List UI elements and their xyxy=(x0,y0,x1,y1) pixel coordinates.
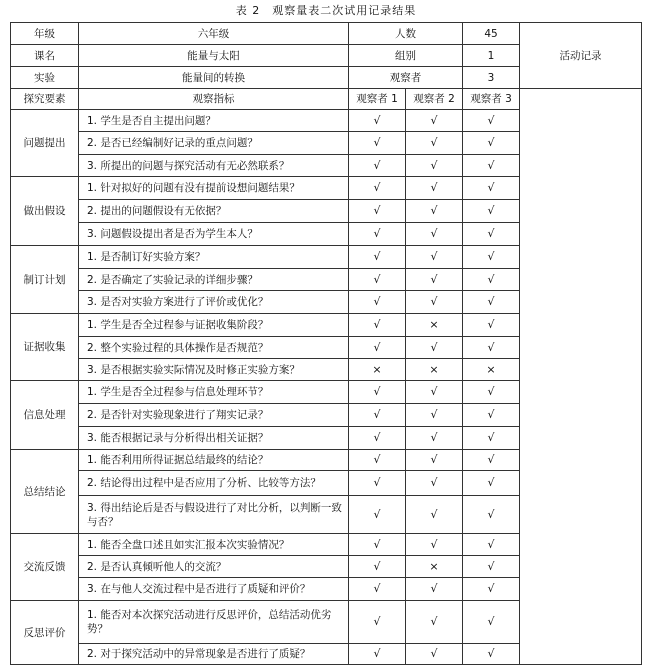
observer-2-mark: × xyxy=(406,359,463,381)
observer-3-mark: √ xyxy=(463,155,520,177)
header-row xyxy=(11,89,642,110)
observer-3-mark: √ xyxy=(463,381,520,404)
observer-2-mark: √ xyxy=(406,269,463,291)
indicator-cell: 1. 能否对本次探究活动进行反思评价，总结活动优劣势？ xyxy=(79,601,349,644)
observer-2-mark: √ xyxy=(406,110,463,132)
observer-1-mark: √ xyxy=(349,534,406,556)
header-element: 探究要素 xyxy=(11,89,79,110)
observer-2-mark: √ xyxy=(406,644,463,665)
observer-3-mark: √ xyxy=(463,291,520,314)
indicator-cell: 2. 是否已经编制好记录的重点问题？ xyxy=(79,132,349,155)
observer-1-mark: √ xyxy=(349,556,406,578)
observer-1-mark: √ xyxy=(349,132,406,155)
observer-1-mark: √ xyxy=(349,578,406,601)
observation-table-body xyxy=(11,23,642,665)
observer-2-mark: √ xyxy=(406,471,463,496)
observer-2-mark: √ xyxy=(406,132,463,155)
observer-2-mark: √ xyxy=(406,534,463,556)
observer-2-mark: √ xyxy=(406,246,463,269)
observer-2-mark: √ xyxy=(406,404,463,427)
observer-1-mark: √ xyxy=(349,269,406,291)
observer-3-mark: √ xyxy=(463,337,520,359)
observer-1-mark: √ xyxy=(349,246,406,269)
observer-1-mark: √ xyxy=(349,471,406,496)
element-cell: 信息处理 xyxy=(11,381,79,450)
observer-3-mark: √ xyxy=(463,578,520,601)
observer-3-mark: √ xyxy=(463,200,520,223)
observer-2-mark: √ xyxy=(406,291,463,314)
observer-1-mark: √ xyxy=(349,291,406,314)
activity-record-area xyxy=(520,89,642,665)
indicator-cell: 2. 对于探究活动中的异常现象是否进行了质疑？ xyxy=(79,644,349,665)
observation-table xyxy=(10,22,642,665)
indicator-cell: 2. 提出的问题假设有无依据？ xyxy=(79,200,349,223)
header-observer-3: 观察者 3 xyxy=(463,89,520,110)
info-row-grade xyxy=(11,23,642,45)
observer-3-mark: √ xyxy=(463,223,520,246)
indicator-cell: 3. 所提出的问题与探究活动有无必然联系？ xyxy=(79,155,349,177)
observer-2-mark: √ xyxy=(406,223,463,246)
observer-3-mark: √ xyxy=(463,496,520,534)
observer-3-mark: √ xyxy=(463,450,520,471)
element-cell: 证据收集 xyxy=(11,314,79,381)
observer-1-mark: √ xyxy=(349,450,406,471)
indicator-cell: 3. 是否根据实验实际情况及时修正实验方案？ xyxy=(79,359,349,381)
indicator-cell: 3. 是否对实验方案进行了评价或优化？ xyxy=(79,291,349,314)
observer-3-mark: √ xyxy=(463,110,520,132)
indicator-cell: 1. 学生是否全过程参与证据收集阶段？ xyxy=(79,314,349,337)
observer-value: 3 xyxy=(463,67,520,89)
observer-3-mark: √ xyxy=(463,246,520,269)
group-value: 1 xyxy=(463,45,520,67)
indicator-cell: 1. 能否全盘口述且如实汇报本次实验情况？ xyxy=(79,534,349,556)
experiment-label: 实验 xyxy=(11,67,79,89)
indicator-cell: 3. 能否根据记录与分析得出相关证据？ xyxy=(79,427,349,450)
indicator-cell: 1. 学生是否全过程参与信息处理环节？ xyxy=(79,381,349,404)
element-cell: 反思评价 xyxy=(11,601,79,665)
observer-1-mark: √ xyxy=(349,337,406,359)
observer-1-mark: √ xyxy=(349,314,406,337)
header-observer-2: 观察者 2 xyxy=(406,89,463,110)
grade-label: 年级 xyxy=(11,23,79,45)
observer-2-mark: √ xyxy=(406,381,463,404)
indicator-cell: 3. 问题假设提出者是否为学生本人？ xyxy=(79,223,349,246)
element-cell: 交流反馈 xyxy=(11,534,79,601)
indicator-cell: 2. 结论得出过程中是否应用了分析、比较等方法？ xyxy=(79,471,349,496)
observer-1-mark: × xyxy=(349,359,406,381)
observer-3-mark: √ xyxy=(463,471,520,496)
observer-2-mark: √ xyxy=(406,200,463,223)
experiment-value: 能量间的转换 xyxy=(79,67,349,89)
observer-1-mark: √ xyxy=(349,381,406,404)
observer-3-mark: √ xyxy=(463,269,520,291)
observer-3-mark: √ xyxy=(463,132,520,155)
indicator-cell: 2. 是否确定了实验记录的详细步骤？ xyxy=(79,269,349,291)
indicator-cell: 1. 是否制订好实验方案？ xyxy=(79,246,349,269)
observer-3-mark: √ xyxy=(463,404,520,427)
observer-2-mark: √ xyxy=(406,450,463,471)
group-label: 组别 xyxy=(349,45,463,67)
observer-label: 观察者 xyxy=(349,67,463,89)
indicator-cell: 2. 是否针对实验现象进行了翔实记录？ xyxy=(79,404,349,427)
indicator-cell: 2. 整个实验过程的具体操作是否规范？ xyxy=(79,337,349,359)
element-cell: 问题提出 xyxy=(11,110,79,177)
observer-1-mark: √ xyxy=(349,404,406,427)
observer-3-mark: √ xyxy=(463,427,520,450)
indicator-cell: 3. 得出结论后是否与假设进行了对比分析，以判断一致与否？ xyxy=(79,496,349,534)
indicator-cell: 3. 在与他人交流过程中是否进行了质疑和评价？ xyxy=(79,578,349,601)
observer-2-mark: √ xyxy=(406,496,463,534)
observer-3-mark: √ xyxy=(463,601,520,644)
observer-2-mark: × xyxy=(406,556,463,578)
indicator-cell: 2. 是否认真倾听他人的交流？ xyxy=(79,556,349,578)
observer-3-mark: × xyxy=(463,359,520,381)
observer-2-mark: √ xyxy=(406,427,463,450)
element-cell: 做出假设 xyxy=(11,177,79,246)
observer-2-mark: × xyxy=(406,314,463,337)
observer-3-mark: √ xyxy=(463,534,520,556)
activity-record-header: 活动记录 xyxy=(520,23,642,89)
observer-2-mark: √ xyxy=(406,155,463,177)
observer-2-mark: √ xyxy=(406,177,463,200)
people-label: 人数 xyxy=(349,23,463,45)
observer-1-mark: √ xyxy=(349,155,406,177)
observer-2-mark: √ xyxy=(406,578,463,601)
observer-1-mark: √ xyxy=(349,200,406,223)
course-value: 能量与太阳 xyxy=(79,45,349,67)
indicator-cell: 1. 能否利用所得证据总结最终的结论？ xyxy=(79,450,349,471)
grade-value: 六年级 xyxy=(79,23,349,45)
element-cell: 制订计划 xyxy=(11,246,79,314)
observer-1-mark: √ xyxy=(349,223,406,246)
observer-3-mark: √ xyxy=(463,644,520,665)
observer-3-mark: √ xyxy=(463,556,520,578)
observer-1-mark: √ xyxy=(349,601,406,644)
observer-2-mark: √ xyxy=(406,601,463,644)
indicator-cell: 1. 学生是否自主提出问题？ xyxy=(79,110,349,132)
observer-3-mark: √ xyxy=(463,177,520,200)
indicator-cell: 1. 针对拟好的问题有没有提前设想问题结果？ xyxy=(79,177,349,200)
observer-2-mark: √ xyxy=(406,337,463,359)
header-observer-1: 观察者 1 xyxy=(349,89,406,110)
observer-3-mark: √ xyxy=(463,314,520,337)
observer-1-mark: √ xyxy=(349,496,406,534)
table-caption: 表 2 观察量表二次试用记录结果 xyxy=(235,4,417,17)
observer-1-mark: √ xyxy=(349,177,406,200)
course-label: 课名 xyxy=(11,45,79,67)
people-value: 45 xyxy=(463,23,520,45)
element-cell: 总结结论 xyxy=(11,450,79,534)
observer-1-mark: √ xyxy=(349,644,406,665)
header-indicator: 观察指标 xyxy=(79,89,349,110)
observer-1-mark: √ xyxy=(349,427,406,450)
observer-1-mark: √ xyxy=(349,110,406,132)
